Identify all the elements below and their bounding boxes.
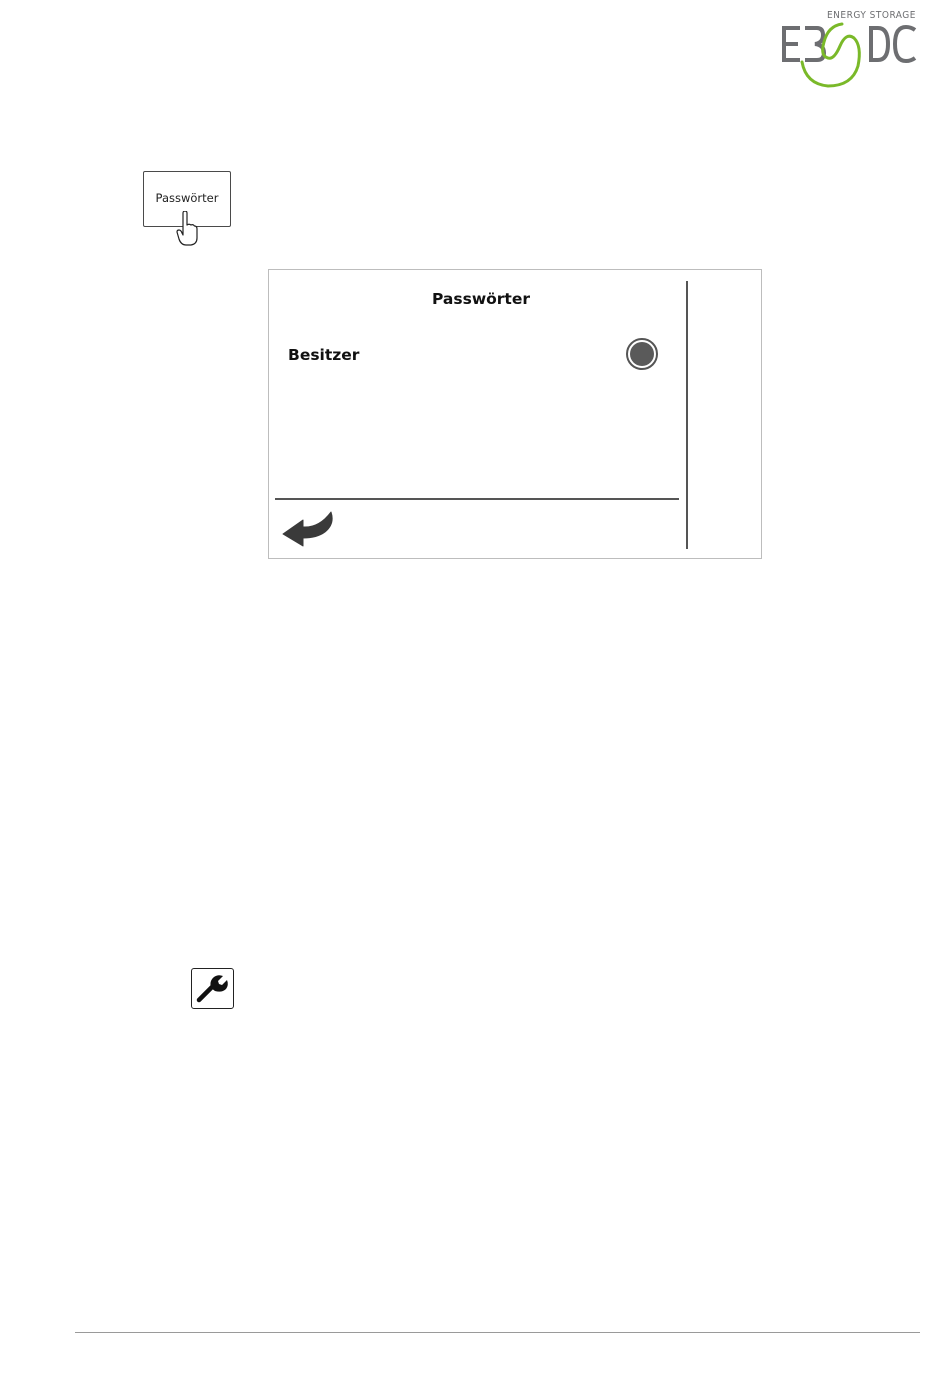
e3dc-logo	[780, 10, 920, 92]
wrench-glyph	[192, 969, 232, 1007]
passwords-screen	[268, 269, 762, 559]
passwoerter-button-label: Passwörter	[155, 191, 219, 205]
screen-title: Passwörter	[431, 290, 531, 308]
logo-tagline: ENERGY STORAGE	[827, 10, 916, 21]
screen-divider	[275, 498, 679, 500]
radio-selected-dot	[630, 342, 654, 366]
owner-option-label: Besitzer	[288, 346, 360, 364]
owner-option-radio[interactable]	[626, 338, 658, 370]
back-arrow-icon[interactable]	[281, 510, 335, 556]
wrench-icon	[191, 968, 234, 1009]
screen-side-divider	[686, 281, 688, 549]
hand-pointer-icon	[176, 211, 198, 247]
logo-wordmark	[780, 22, 920, 94]
footer-rule	[75, 1332, 920, 1333]
